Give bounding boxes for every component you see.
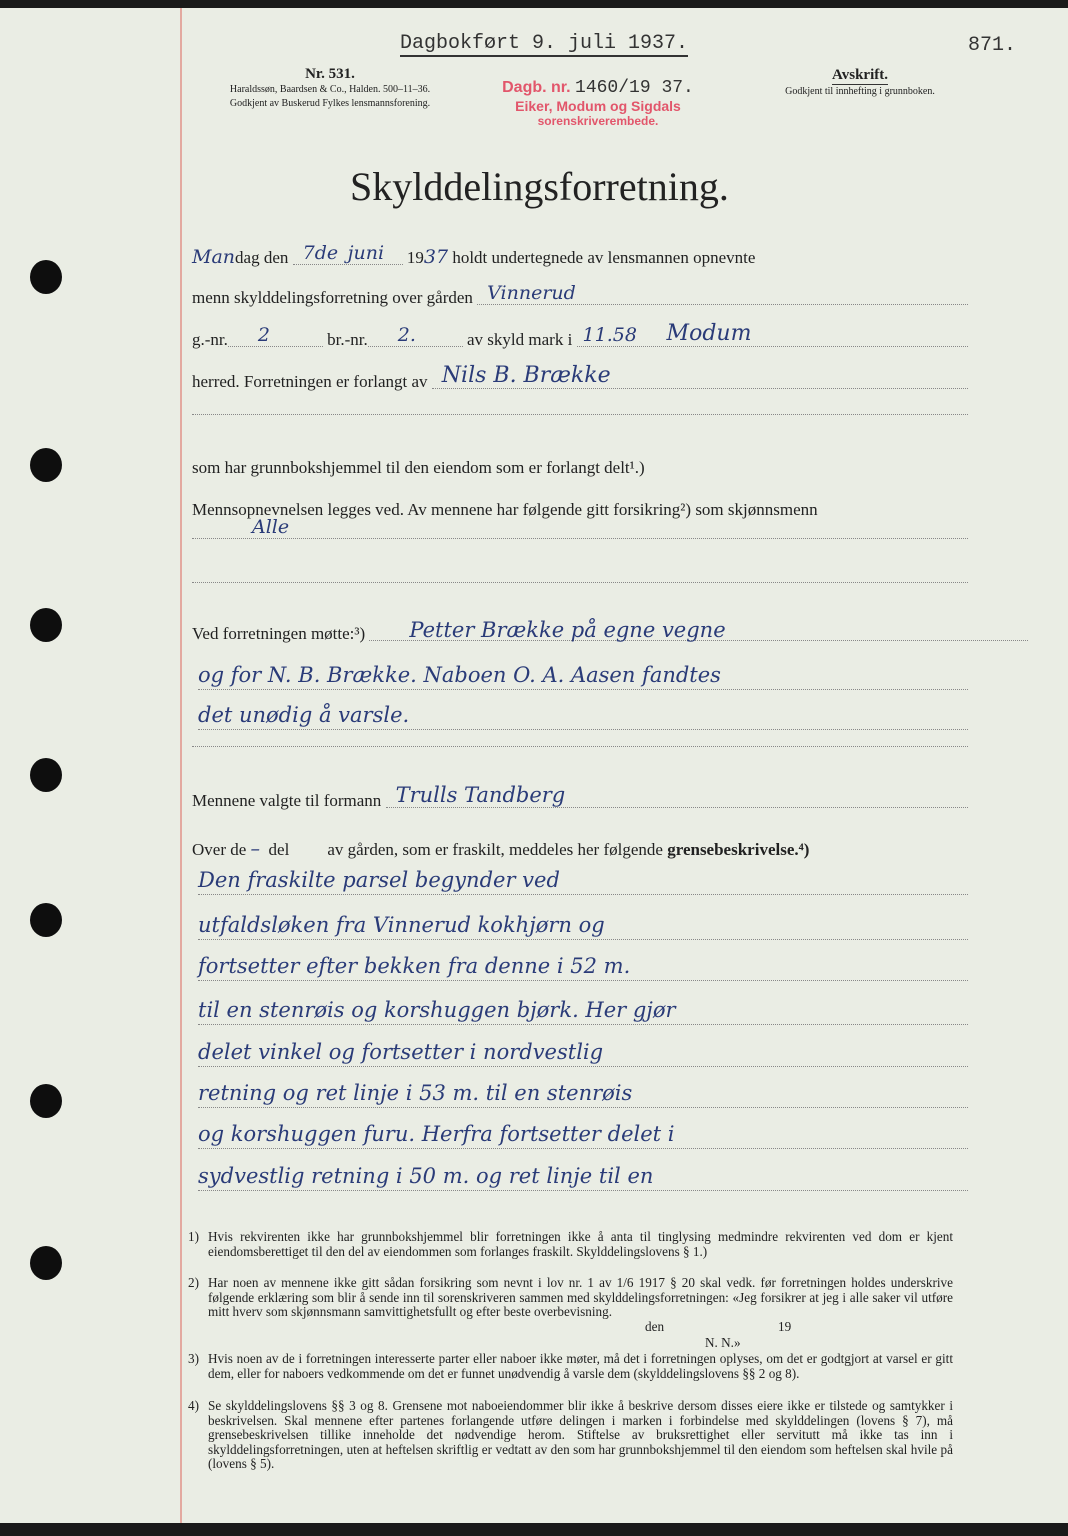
attended-label: Ved forretningen møtte:³)	[192, 624, 366, 643]
gnr-label: g.-nr.	[192, 330, 228, 349]
mennsopnevnelse-text: Mennsopnevnelsen legges ved. Av mennene har følgende gitt forsikring²) som skjønnsmenn	[192, 500, 818, 519]
footnote-signature: N. N.»	[705, 1335, 741, 1350]
skyld-hw: 11.58	[582, 324, 637, 346]
copy-label: Avskrift.	[832, 67, 888, 83]
punch-hole	[30, 260, 62, 294]
farm-hw: Vinnerud	[487, 282, 576, 304]
boundary-hw-line: retning og ret linje i 53 m. til en stenrøis	[198, 1081, 968, 1108]
boundary-hw-line: utfaldsløken fra Vinnerud kokhjørn og	[198, 913, 968, 940]
registry-stamp	[478, 78, 718, 128]
footnote-number: 3)	[188, 1351, 199, 1366]
footnote-year: 19	[778, 1319, 792, 1334]
margin-line	[180, 8, 182, 1523]
punch-hole	[30, 1246, 62, 1280]
boundary-hw-line: fortsetter efter bekken fra denne i 52 m.	[198, 954, 968, 981]
requester-hw: Nils B. Brække	[441, 363, 611, 388]
month-hw: juni	[347, 242, 385, 264]
stamp-office: Eiker, Modum og Sigdals	[515, 98, 681, 114]
brnr-label: br.-nr.	[327, 330, 368, 349]
herred-hw: Modum	[666, 321, 752, 346]
brnr-hw: 2.	[397, 324, 416, 346]
footnote-number: 4)	[188, 1398, 199, 1413]
copy-note: Godkjent til innhefting i grunnboken.	[785, 86, 935, 97]
footnote-3	[188, 1352, 953, 1381]
page-number: 871.	[968, 34, 1017, 57]
boundary-hw-line: og korshuggen furu. Herfra fortsetter delet i	[198, 1122, 968, 1149]
punch-hole	[30, 1084, 62, 1118]
blank-line	[192, 746, 968, 747]
punch-hole	[30, 608, 62, 642]
document-page	[0, 8, 1068, 1523]
boundary-hw-line: Den fraskilte parsel begynder ved	[198, 868, 968, 895]
farm-label: menn skylddelingsforretning over gården	[192, 288, 473, 307]
attended-hw: det unødig å varsle.	[198, 703, 968, 730]
boundary-hw-line: til en stenrøis og korshuggen bjørk. Her gjør	[198, 998, 968, 1025]
punch-hole	[30, 758, 62, 792]
skyld-label: av skyld mark i	[467, 330, 573, 349]
line1-text: holdt undertegnede av lensmannen opnevnte	[452, 248, 756, 267]
form-number: Nr. 531.	[305, 66, 355, 82]
attended-hw: og for N. B. Brække. Naboen O. A. Aasen fandtes	[198, 663, 968, 690]
year-prefix: 19	[406, 248, 424, 267]
boundary-label: grensebeskrivelse.⁴)	[667, 840, 810, 859]
hjemmel-text: som har grunnbokshjemmel til den eiendom som er forlangt delt¹.)	[192, 458, 645, 477]
over-de-label: Over de	[192, 840, 247, 859]
boundary-hw-line: sydvestlig retning i 50 m. og ret linje til en	[198, 1164, 968, 1191]
footnote-number: 2)	[188, 1275, 199, 1290]
chairman-hw: Trulls Tandberg	[395, 783, 566, 807]
gnr-hw: 2	[257, 324, 270, 346]
footnote-4	[188, 1399, 953, 1472]
stamp-label: Dagb. nr.	[502, 79, 571, 96]
boundary-hw-line: delet vinkel og fortsetter i nordvestlig	[198, 1040, 968, 1067]
printer-line: Haraldssøn, Baardsen & Co., Halden. 500–11–36.	[229, 84, 431, 95]
footnote-2	[188, 1276, 953, 1320]
weekday-hw: Man	[192, 246, 236, 268]
year-hw: 37	[423, 246, 449, 268]
stamp-number: 1460/19 37.	[575, 78, 694, 98]
blank-line	[192, 414, 968, 415]
requester-label: herred. Forretningen er forlangt av	[192, 372, 428, 391]
label-dag-den: dag den	[235, 248, 289, 267]
punch-hole	[30, 448, 62, 482]
chairman-label: Mennene valgte til formann	[192, 791, 382, 810]
punch-hole	[30, 903, 62, 937]
del-label: del	[268, 840, 290, 859]
approval-line: Godkjent av Buskerud Fylkes lensmannsforening.	[229, 98, 431, 109]
day-hw: 7de	[302, 242, 339, 264]
footnote-text: Hvis noen av de i forretningen interesserte parter eller naboer ikke møter, må det i forretningen oplyses, om det er godtgjort at varsel er gitt dem, eller for naboers vedkommende om det er funnet unødvendig å varsle dem (skylddelingslovens §§ 2 og 8).	[208, 1351, 953, 1381]
footnote-text: Har noen av mennene ikke gitt sådan forsikring som nevnt i lov nr. 1 av 1/6 1917 § 20 skal vedk. før forretningen holdes underskrive følgende erklæring som blir å sende inn til sorenskriveren sammen med skylddelingsforretningen: «Jeg forsikrer at jeg i alle saker vil utføre mitt hverv som skjønnsmann samvittighetsfullt og efter beste overbevisning.	[208, 1275, 953, 1320]
part-text: av gården, som er fraskilt, meddeles her følgende	[327, 840, 663, 859]
dagbokfort-stamp: Dagbokført 9. juli 1937.	[400, 32, 689, 55]
attended-hw: Petter Brække på egne vegne	[409, 618, 726, 642]
footnote-text: Se skylddelingslovens §§ 3 og 8. Grensene mot naboeiendommer blir ikke å beskrive dersom disses eiere ikke er tilstede og samtykker i beskrivelsen. Skal mennene efter partenes forlangende utføre delingen i marken i forbindelse med skylddelingen (lovens § 7), må grensebeskrivelsen tillike inneholde det nødvendige herom. Stiftelse av bruksrettighet eller servitutt må ikke tas inn i skylddelingsforretningen, uten at heftelsen skriftlig er vedtatt av den som har grunnbokshjemmel til den eiendom som heftelsen skal hvile på (lovens § 5).	[208, 1398, 953, 1472]
page-title: Skylddelingsforretning.	[350, 164, 729, 209]
footnote-den: den	[645, 1319, 665, 1334]
footnote-1	[188, 1230, 953, 1259]
blank-line	[192, 582, 968, 583]
footnote-text: Hvis rekvirenten ikke har grunnbokshjemmel blir forretningen ikke å anta til tinglysing medmindre rekvirenten ved dom er kjent eiendomsberettiget til den del av eiendommen som forlanges fraskilt. Skylddelingslovens § 1.)	[208, 1229, 953, 1259]
insured-hw: Alle	[252, 516, 290, 538]
footnote-number: 1)	[188, 1229, 199, 1244]
part-hw: –	[250, 838, 261, 860]
stamp-office-type: sorenskriverembede.	[537, 114, 659, 128]
